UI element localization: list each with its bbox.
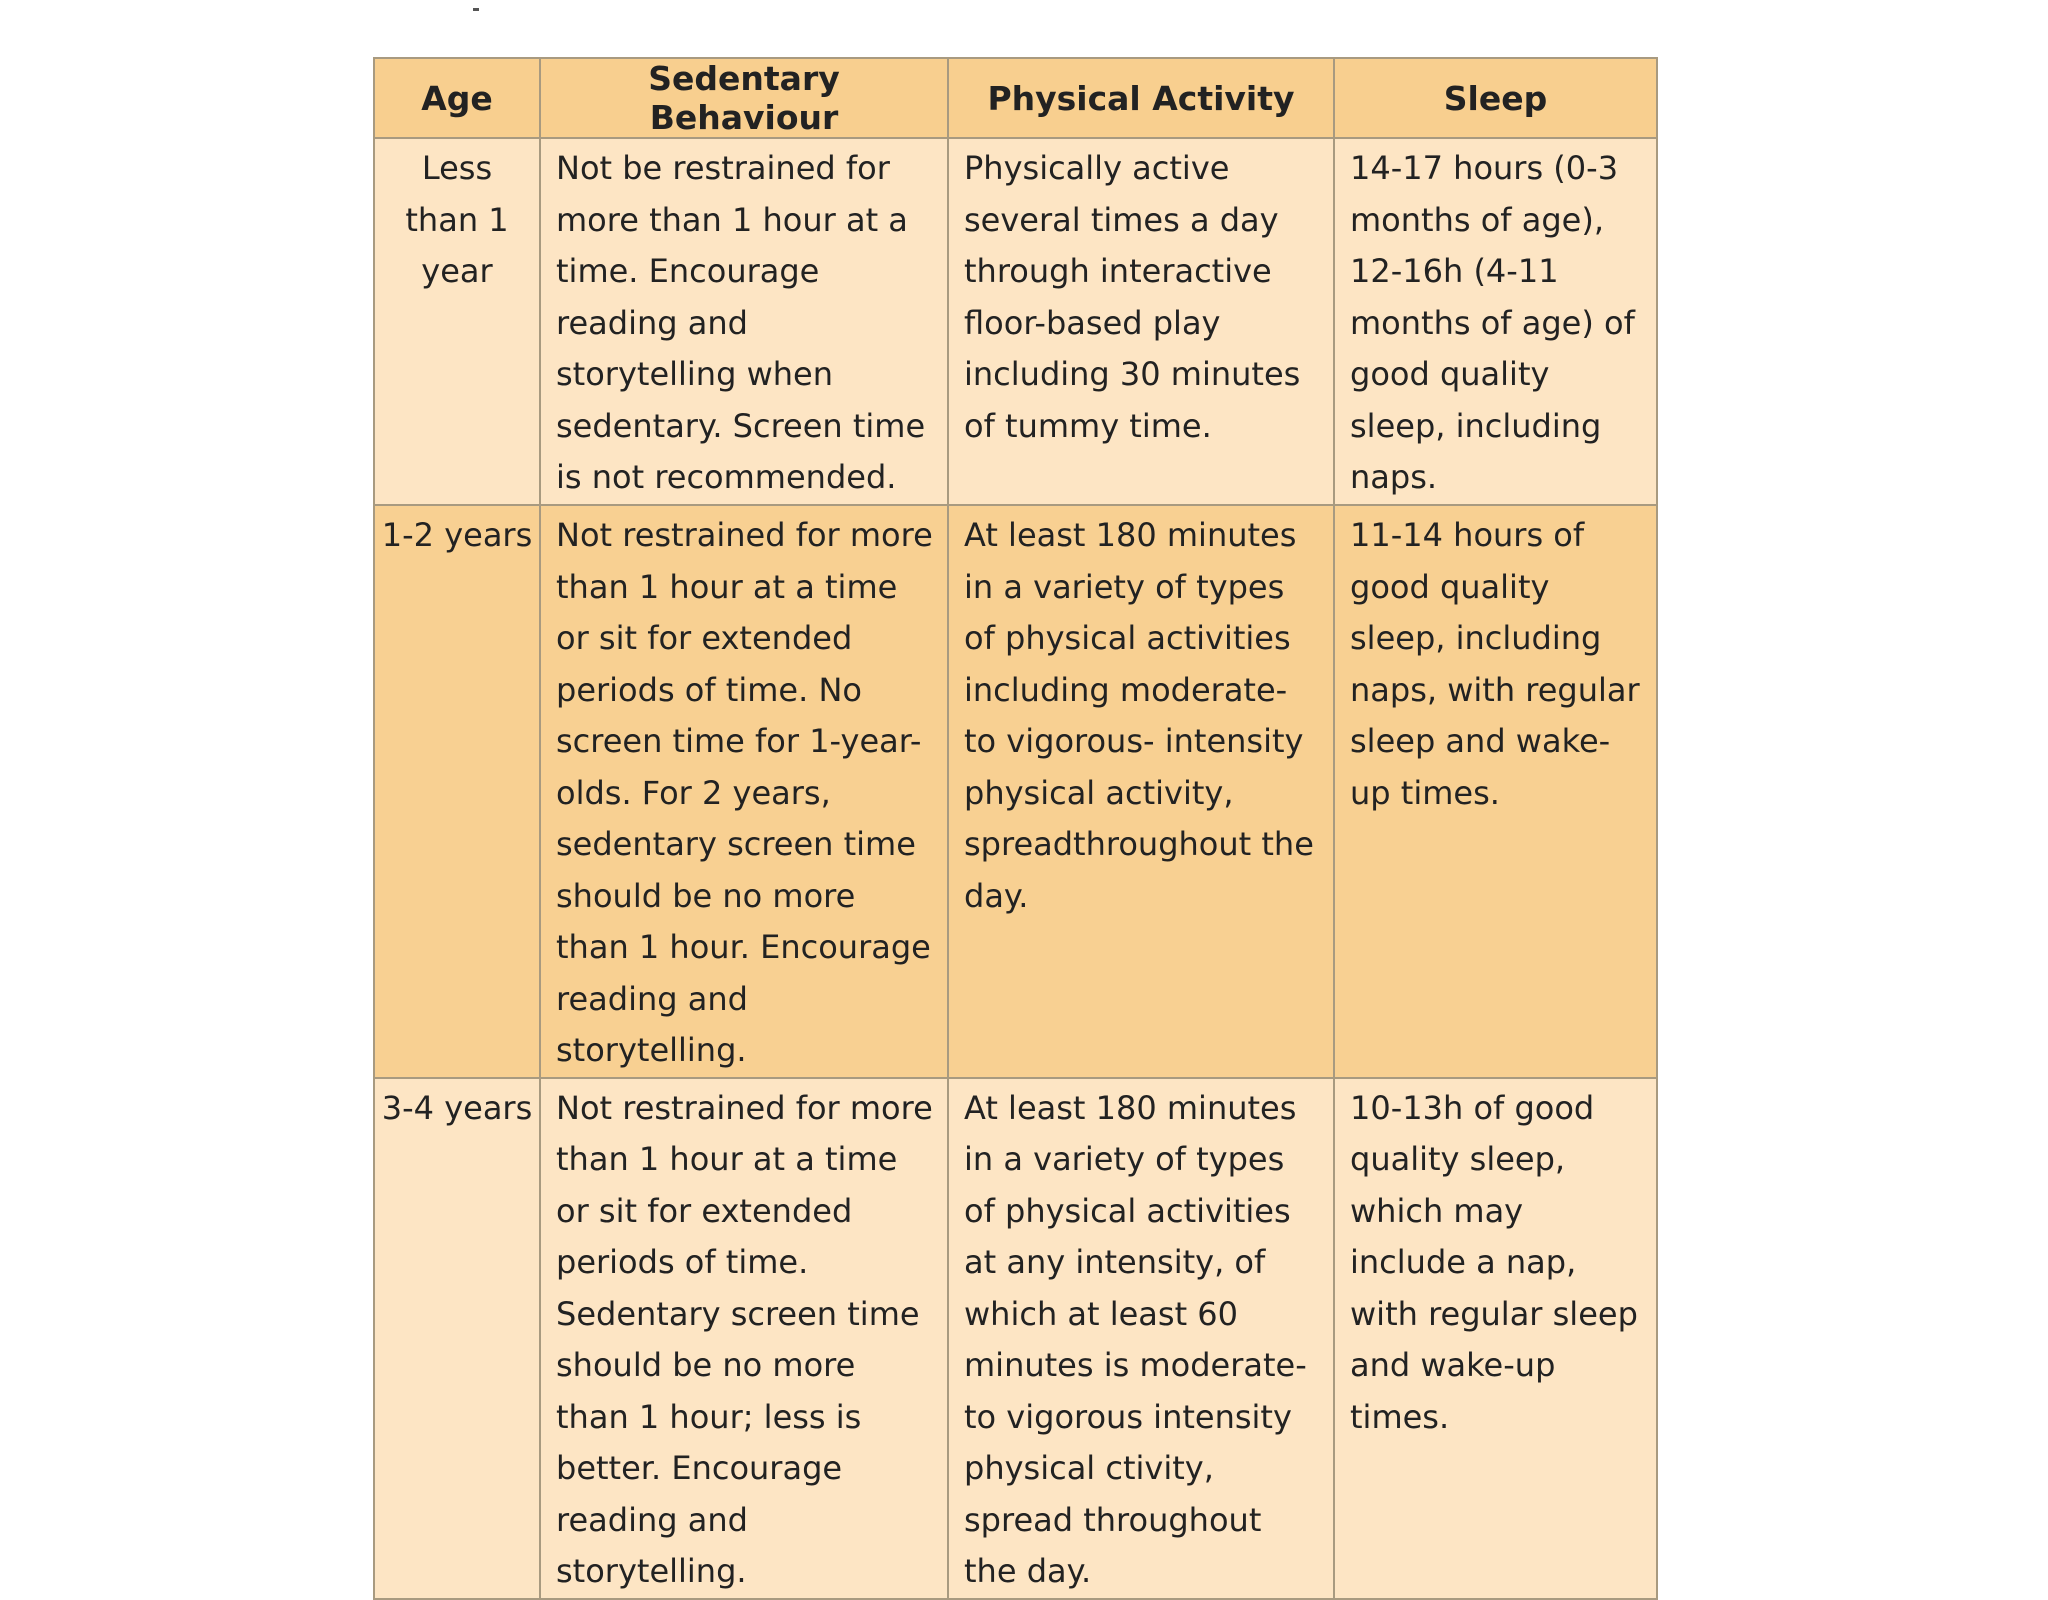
guidelines-table <box>373 57 1658 1600</box>
table-row <box>374 505 1657 1078</box>
age-cell: Less than 1 year <box>374 138 540 505</box>
header-sleep: Sleep <box>1334 58 1657 138</box>
sedentary-cell: Not be restrained for more than 1 hour at a time. Encourage reading and storytelling when sedentary. Screen time is not recommended. <box>540 138 948 505</box>
stray-mark <box>473 8 479 11</box>
table-row <box>374 138 1657 505</box>
sleep-cell: 10-13h of good quality sleep, which may include a nap, with regular sleep and wake-up times. <box>1334 1078 1657 1599</box>
physical-cell: At least 180 minutes in a variety of types of physical activities including moderate- to vigorous- intensity physical activity, spreadthroughout the day. <box>948 505 1334 1078</box>
sedentary-cell: Not restrained for more than 1 hour at a time or sit for extended periods of time. Sedentary screen time should be no more than 1 hour; less is better. Encourage reading and storytelling. <box>540 1078 948 1599</box>
sleep-cell: 11-14 hours of good quality sleep, including naps, with regular sleep and wake-up times. <box>1334 505 1657 1078</box>
sleep-cell: 14-17 hours (0-3 months of age), 12-16h (4-11 months of age) of good quality sleep, including naps. <box>1334 138 1657 505</box>
header-physical-activity: Physical Activity <box>948 58 1334 138</box>
sedentary-cell: Not restrained for more than 1 hour at a time or sit for extended periods of time. No screen time for 1-year-olds. For 2 years, sedentary screen time should be no more than 1 hour. Encourage reading and storytelling. <box>540 505 948 1078</box>
physical-cell: Physically active several times a day through interactive floor-based play including 30 minutes of tummy time. <box>948 138 1334 505</box>
physical-cell: At least 180 minutes in a variety of types of physical activities at any intensity, of which at least 60 minutes is moderate- to vigorous intensity physical ctivity, spread throughout the day. <box>948 1078 1334 1599</box>
age-cell: 1-2 years <box>374 505 540 1078</box>
age-cell: 3-4 years <box>374 1078 540 1599</box>
header-sedentary-behaviour: Sedentary Behaviour <box>540 58 948 138</box>
table-row <box>374 1078 1657 1599</box>
header-age: Age <box>374 58 540 138</box>
header-row <box>374 58 1657 138</box>
